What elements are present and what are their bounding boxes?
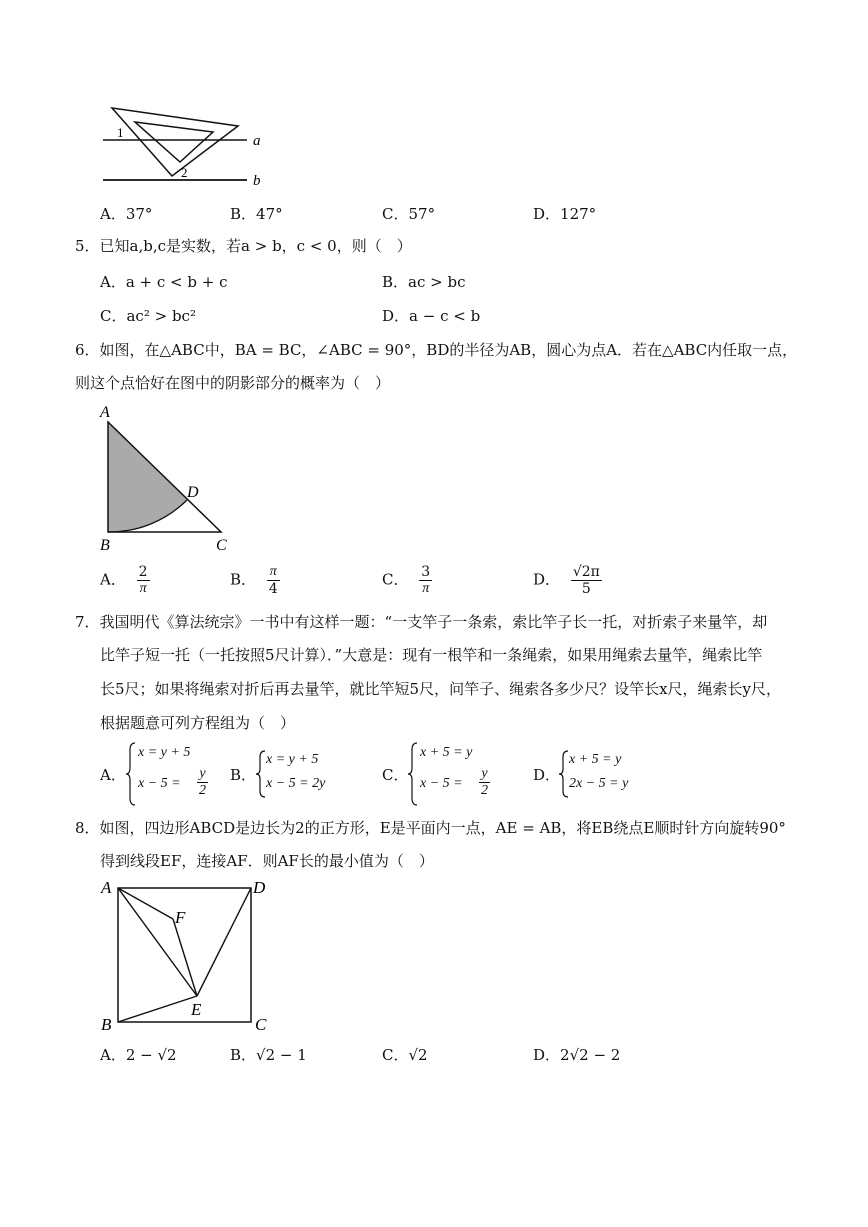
- q5-option-d: D．a − c < b: [382, 307, 481, 325]
- q6-option-a-letter: A．: [100, 570, 126, 589]
- q6-label-c: C: [216, 537, 227, 554]
- q6-option-a: [100, 564, 150, 597]
- q4-option-b: B．47°: [230, 205, 283, 223]
- q4-label-a: a: [253, 133, 261, 149]
- q4-angle2-label: 2: [181, 165, 188, 180]
- q8-line1: 8．如图，四边形ABCD是边长为2的正方形，E是平面内一点，AE = AB，将EB绕点E顺时针方向旋转90°: [75, 819, 786, 837]
- q6-option-b-num: π: [267, 564, 280, 581]
- q7-line4: 根据题意可列方程组为（ ）: [100, 714, 296, 732]
- q8-option-c: C．√2: [382, 1046, 428, 1064]
- q6-option-d-letter: D．: [533, 570, 561, 589]
- q8-label-a: A: [101, 878, 112, 897]
- q4-label-b: b: [253, 173, 261, 189]
- q6-figure: [95, 400, 245, 555]
- q7-option-a-eq2-den: 2: [199, 783, 206, 798]
- q7-option-a-eq2-left: x − 5 =: [138, 776, 181, 791]
- q8-label-d: D: [253, 878, 266, 897]
- q6-stem-line1: 6．如图，在△ABC中，BA = BC，∠ABC = 90°，BD的半径为AB，圆心为点A．若在△ABC内任取一点，: [75, 341, 798, 359]
- q5-option-a: A．a + c < b + c: [100, 273, 228, 291]
- q6-option-c-num: 3: [421, 564, 431, 580]
- q7-option-a-brace: [126, 742, 136, 806]
- q6-option-c-letter: C．: [382, 570, 409, 589]
- q6-option-d: [533, 564, 602, 597]
- q6-stem-line2: 则这个点恰好在图中的阴影部分的概率为（ ）: [75, 374, 391, 392]
- q7-line3: 长5尺；如果将绳索对折后再去量竿，就比竿短5尺，问竿子、绳索各多少尺？设竿长x尺，绳索长y尺，: [100, 680, 782, 698]
- q7-option-b-eq2: x − 5 = 2y: [266, 776, 326, 791]
- q7-option-c-eq2-num: y: [479, 766, 490, 783]
- q8-option-b: B．√2 − 1: [230, 1046, 307, 1064]
- q4-option-c: C．57°: [382, 205, 436, 223]
- q6-option-c-den: π: [422, 581, 430, 596]
- q4-angle1-label: 1: [117, 125, 124, 140]
- q4-figure: [95, 100, 285, 192]
- q7-option-c-eq1: x + 5 = y: [420, 745, 473, 760]
- q6-option-b-letter: B．: [230, 570, 257, 589]
- q6-option-c: [382, 564, 432, 597]
- q5-stem: 5．已知a,b,c是实数，若a > b，c < 0，则（ ）: [75, 237, 412, 255]
- q6-option-d-num: √2π: [572, 564, 600, 580]
- q7-option-a-eq1: x = y + 5: [138, 745, 191, 760]
- q5-option-c: C．ac² > bc²: [100, 307, 196, 325]
- q4-option-a: A．37°: [100, 205, 153, 223]
- q8-label-e: E: [191, 1000, 202, 1019]
- q7-option-d-brace: [559, 750, 569, 798]
- q8-label-c: C: [255, 1015, 267, 1034]
- q8-line2: 得到线段EF，连接AF．则AF长的最小值为（ ）: [100, 852, 434, 870]
- q7-line2: 比竿子短一托（一托按照5尺计算）．”大意是：现有一根竿和一条绳索，如果用绳索去量竿，绳索比竿: [100, 646, 763, 664]
- q6-option-b-den: 4: [268, 581, 278, 597]
- q7-option-c-eq2-den: 2: [481, 783, 488, 798]
- q7-option-c-brace: [408, 742, 418, 806]
- q8-label-b: B: [101, 1015, 112, 1034]
- q6-option-a-num: 2: [138, 564, 148, 580]
- q8-option-d: D．2√2 − 2: [533, 1046, 621, 1064]
- q6-option-d-den: 5: [581, 581, 591, 597]
- q5-option-b: B．ac > bc: [382, 273, 466, 291]
- q7-option-c-eq2-left: x − 5 =: [420, 776, 463, 791]
- q7-option-d-letter: D．: [533, 766, 561, 784]
- q6-option-b: [230, 564, 280, 597]
- q8-option-a: A．2 − √2: [100, 1046, 177, 1064]
- q4-option-d: D．127°: [533, 205, 597, 223]
- q7-option-a-letter: A．: [100, 766, 126, 784]
- q8-label-f: F: [175, 908, 186, 927]
- q7-option-c-letter: C．: [382, 766, 409, 784]
- q7-option-a-eq2-num: y: [197, 766, 208, 783]
- q6-label-a: A: [100, 404, 110, 421]
- q6-label-d: D: [187, 484, 199, 501]
- q7-option-d-eq2: 2x − 5 = y: [569, 776, 629, 791]
- q6-label-b: B: [100, 537, 110, 554]
- q7-line1: 7．我国明代《算法统宗》一书中有这样一题：“一支竿子一条索，索比竿子长一托，对折索子来量竿，却: [75, 613, 768, 631]
- q7-option-b-eq1: x = y + 5: [266, 752, 319, 767]
- q7-option-b-letter: B．: [230, 766, 257, 784]
- q7-option-b-brace: [256, 750, 266, 798]
- q8-figure: [95, 875, 285, 1035]
- q7-option-d-eq1: x + 5 = y: [569, 752, 622, 767]
- q6-option-a-den: π: [139, 581, 147, 596]
